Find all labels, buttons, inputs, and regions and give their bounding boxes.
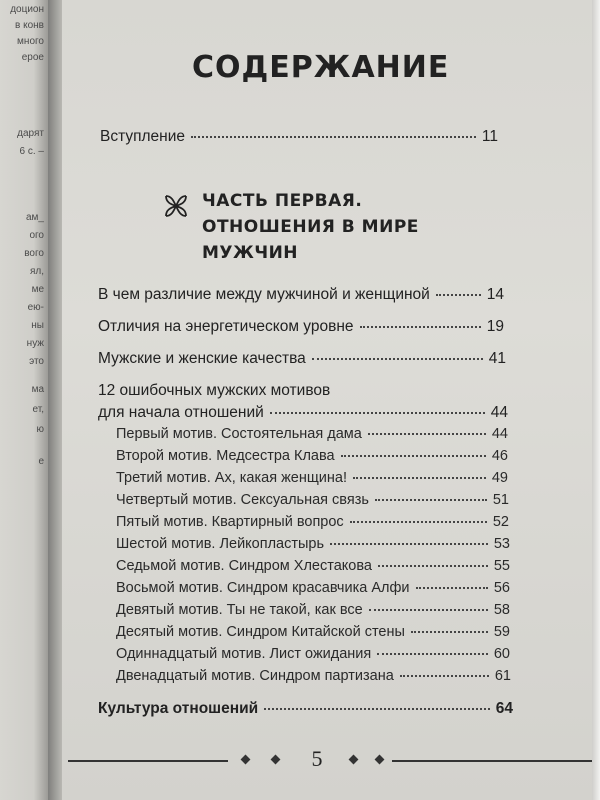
toc-entry-label: Одиннадцатый мотив. Лист ожидания (116, 646, 372, 662)
toc-entry-page: 44 (490, 404, 508, 421)
toc-entry (98, 350, 506, 368)
dot-leader (350, 521, 487, 523)
dot-leader (436, 294, 481, 296)
left-page-edge (0, 0, 48, 800)
toc-subentry (116, 558, 510, 574)
part-title-line: ЧАСТЬ ПЕРВАЯ. (202, 191, 363, 211)
left-page-text: е (38, 456, 44, 467)
diamond-icon (271, 755, 281, 765)
dot-leader (375, 499, 487, 501)
left-page-text: ого (29, 230, 44, 241)
toc-entry (98, 318, 504, 336)
left-page-text: ею- (27, 302, 44, 313)
toc-entry-page: 19 (486, 318, 504, 335)
toc-entry-page: 51 (492, 492, 509, 508)
left-page-text: много (17, 36, 44, 47)
diamond-icon (375, 755, 385, 765)
dot-leader (330, 543, 488, 545)
toc-entry-page: 11 (481, 128, 498, 145)
left-page-text: это (29, 356, 44, 367)
book-spine (48, 0, 62, 800)
toc-entry-page: 56 (493, 580, 510, 596)
left-page-text: доцион (10, 4, 44, 15)
dot-leader (360, 326, 481, 328)
ornament-icon (162, 192, 190, 220)
page-number: 5 (311, 746, 323, 771)
toc-subentry (116, 624, 510, 640)
toc-entry-page: 64 (495, 700, 513, 717)
toc-entry-label: Культура отношений (98, 700, 259, 717)
left-page-text: ма (31, 384, 44, 395)
toc-entry-page: 60 (493, 646, 510, 662)
toc-entry-label: Третий мотив. Ах, какая женщина! (116, 470, 347, 486)
dot-leader (411, 631, 488, 633)
toc-entry-label: Первый мотив. Состоятельная дама (116, 426, 362, 442)
toc-entry-label: Четвертый мотив. Сексуальная связь (116, 492, 369, 508)
page-title: СОДЕРЖАНИЕ (192, 50, 450, 85)
dot-leader (264, 708, 490, 710)
toc-entry-page: 44 (491, 426, 508, 442)
toc-subentry (116, 514, 509, 530)
toc-entry-page: 14 (486, 286, 504, 303)
toc-entry-page: 61 (494, 668, 511, 684)
part-title-line: ОТНОШЕНИЯ В МИРЕ (202, 217, 419, 237)
footer-rule-left (68, 760, 228, 762)
dot-leader (416, 587, 488, 589)
dot-leader (400, 675, 489, 677)
toc-entry (98, 286, 504, 304)
left-page-text: ны (31, 320, 44, 331)
toc-entry-label: Мужские и женские качества (98, 350, 306, 367)
dot-leader (341, 455, 486, 457)
toc-entry-culture (98, 700, 513, 718)
toc-subentry (116, 470, 508, 486)
dot-leader (378, 565, 488, 567)
toc-entry-label: Восьмой мотив. Синдром красавчика Алфи (116, 580, 410, 596)
toc-entry-label: В чем различие между мужчиной и женщиной (98, 286, 430, 303)
toc-entry-page: 41 (488, 350, 506, 367)
dot-leader (353, 477, 486, 479)
contents-page (62, 0, 600, 800)
background-edge (592, 0, 600, 800)
toc-subentry (116, 536, 510, 552)
toc-entry-section (98, 404, 508, 422)
left-page-text: в конв (15, 20, 44, 31)
toc-entry-label: для начала отношений (98, 404, 264, 421)
toc-subentry (116, 602, 510, 618)
toc-entry-intro (100, 128, 498, 146)
toc-subentry (116, 580, 510, 596)
toc-entry-page: 49 (491, 470, 508, 486)
toc-subentry (116, 646, 510, 662)
left-page-text: ерое (21, 52, 44, 63)
dot-leader (377, 653, 488, 655)
left-page-text: ет, (32, 404, 44, 415)
footer-rule-right (392, 760, 592, 762)
toc-entry-label: Второй мотив. Медсестра Клава (116, 448, 335, 464)
toc-entry-page: 46 (491, 448, 508, 464)
dot-leader (191, 136, 476, 138)
left-page-text: вого (24, 248, 44, 259)
toc-entry-label: Вступление (100, 128, 186, 145)
dot-leader (270, 412, 485, 414)
toc-entry-page: 52 (492, 514, 509, 530)
left-page-text: ам_ (26, 212, 44, 223)
section-title-line: 12 ошибочных мужских мотивов (98, 382, 331, 399)
left-page-text: 6 с. – (19, 146, 44, 157)
toc-entry-label: Седьмой мотив. Синдром Хлестакова (116, 558, 372, 574)
dot-leader (369, 609, 488, 611)
left-page-text: ю (36, 424, 44, 435)
toc-entry-page: 55 (493, 558, 510, 574)
toc-entry-label: Девятый мотив. Ты не такой, как все (116, 602, 363, 618)
toc-entry-page: 59 (493, 624, 510, 640)
toc-subentry (116, 448, 508, 464)
left-page-text: ял, (29, 266, 44, 277)
toc-entry-page: 58 (493, 602, 510, 618)
toc-entry-label: Десятый мотив. Синдром Китайской стены (116, 624, 405, 640)
left-page-text: нуж (26, 338, 44, 349)
toc-entry-page: 53 (493, 536, 510, 552)
part-title-line: МУЖЧИН (202, 243, 299, 263)
diamond-icon (349, 755, 359, 765)
toc-subentry (116, 492, 509, 508)
toc-subentry (116, 426, 508, 442)
toc-entry-label: Шестой мотив. Лейкопластырь (116, 536, 325, 552)
toc-subentry (116, 668, 511, 684)
toc-entry-label: Пятый мотив. Квартирный вопрос (116, 514, 344, 530)
toc-entry-label: Двенадцатый мотив. Синдром партизана (116, 668, 394, 684)
dot-leader (368, 433, 486, 435)
part-heading (162, 188, 419, 266)
toc-entry-label: Отличия на энергетическом уровне (98, 318, 354, 335)
dot-leader (312, 358, 483, 360)
left-page-text: дарят (17, 128, 44, 139)
left-page-text: ме (31, 284, 44, 295)
diamond-icon (241, 755, 251, 765)
